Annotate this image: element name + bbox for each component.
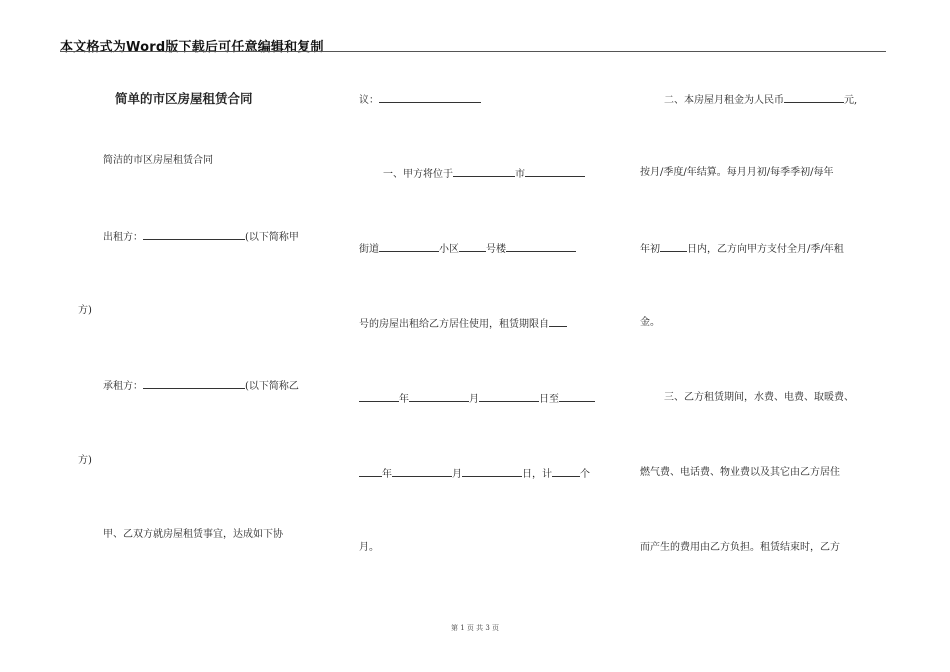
clause2-text-b: 元, (844, 95, 858, 106)
lessee-line (103, 379, 299, 393)
clause1-line2 (359, 242, 576, 256)
lessor-name-blank[interactable] (143, 230, 245, 240)
clause2-text-d: 日内，乙方向甲方支付全月/季/年租 (687, 244, 844, 255)
clause2-line4: 金。 (640, 317, 660, 328)
clause2-text-a: 二、本房屋月租金为人民币 (664, 95, 784, 106)
clause3-line1: 三、乙方租赁期间，水费、电费、取暖费、 (664, 392, 854, 403)
lessor-line (103, 230, 299, 244)
document-header-title: 本文格式为Word版下载后可任意编辑和复制 (60, 40, 324, 55)
year-label-2: 年 (382, 469, 392, 480)
year-label-1: 年 (399, 394, 409, 405)
agreement-line: 甲、乙双方就房屋租赁事宜，达成如下协 (103, 529, 283, 540)
lessee-name-blank[interactable] (143, 379, 245, 389)
lessee-suffix: (以下简称乙 (245, 381, 299, 392)
clause1-community-label: 小区 (439, 244, 459, 255)
clause1-line5 (359, 467, 590, 481)
street-blank[interactable] (379, 242, 439, 252)
agreement-wrap-line (359, 93, 481, 107)
clause1-line4 (359, 392, 595, 406)
clause1-text-c: 号的房屋出租给乙方居住使用，租赁期限自 (359, 319, 549, 330)
lessor-wrap: 方) (78, 305, 92, 316)
clause1-line3 (359, 317, 567, 331)
clause1-street-label: 街道 (359, 244, 379, 255)
agreement-blank[interactable] (379, 93, 481, 103)
clause2-line1 (664, 93, 857, 107)
start-year-blank-b[interactable] (359, 392, 399, 402)
end-day-blank[interactable] (462, 467, 522, 477)
end-year-blank-a[interactable] (559, 392, 595, 402)
clause2-line2: 按月/季度/年结算。每月月初/每季季初/每年 (640, 167, 834, 178)
clause1-text-a: 一、甲方将位于 (383, 169, 453, 180)
lessor-label: 出租方： (103, 232, 143, 243)
rent-amount-blank[interactable] (784, 93, 844, 103)
contract-subtitle: 简洁的市区房屋租赁合同 (103, 155, 213, 166)
clause2-text-c: 年初 (640, 244, 660, 255)
end-month-blank[interactable] (392, 467, 452, 477)
clause3-line3: 而产生的费用由乙方负担。租赁结束时，乙方 (640, 542, 840, 553)
clause1-line1 (383, 167, 585, 181)
lessee-wrap: 方) (78, 455, 92, 466)
day-total-label: 日，计 (522, 469, 552, 480)
end-year-blank-b[interactable] (359, 467, 382, 477)
clause3-line2: 燃气费、电话费、物业费以及其它由乙方居住 (640, 467, 840, 478)
day-to-label: 日至 (539, 394, 559, 405)
start-year-blank-a[interactable] (549, 317, 567, 327)
lessee-label: 承租方： (103, 381, 143, 392)
building-blank[interactable] (506, 242, 576, 252)
contract-title: 简单的市区房屋租赁合同 (115, 91, 253, 106)
community-blank[interactable] (459, 242, 486, 252)
start-month-blank[interactable] (409, 392, 469, 402)
agreement-wrap-text: 议： (359, 95, 379, 106)
months-unit-label: 个 (580, 469, 590, 480)
page-number: 第 1 页 共 3 页 (450, 624, 500, 632)
lessor-suffix: (以下简称甲 (245, 232, 299, 243)
month-label-2: 月 (452, 469, 462, 480)
clause1-text-b: 市 (515, 169, 525, 180)
header-divider (60, 51, 886, 52)
clause1-line6: 月。 (359, 542, 379, 553)
clause2-line3 (640, 242, 844, 256)
start-day-blank[interactable] (479, 392, 539, 402)
payment-days-blank[interactable] (660, 242, 687, 252)
months-count-blank[interactable] (552, 467, 580, 477)
month-label-1: 月 (469, 394, 479, 405)
district-blank[interactable] (525, 167, 585, 177)
city-blank[interactable] (453, 167, 515, 177)
clause1-building-label: 号楼 (486, 244, 506, 255)
